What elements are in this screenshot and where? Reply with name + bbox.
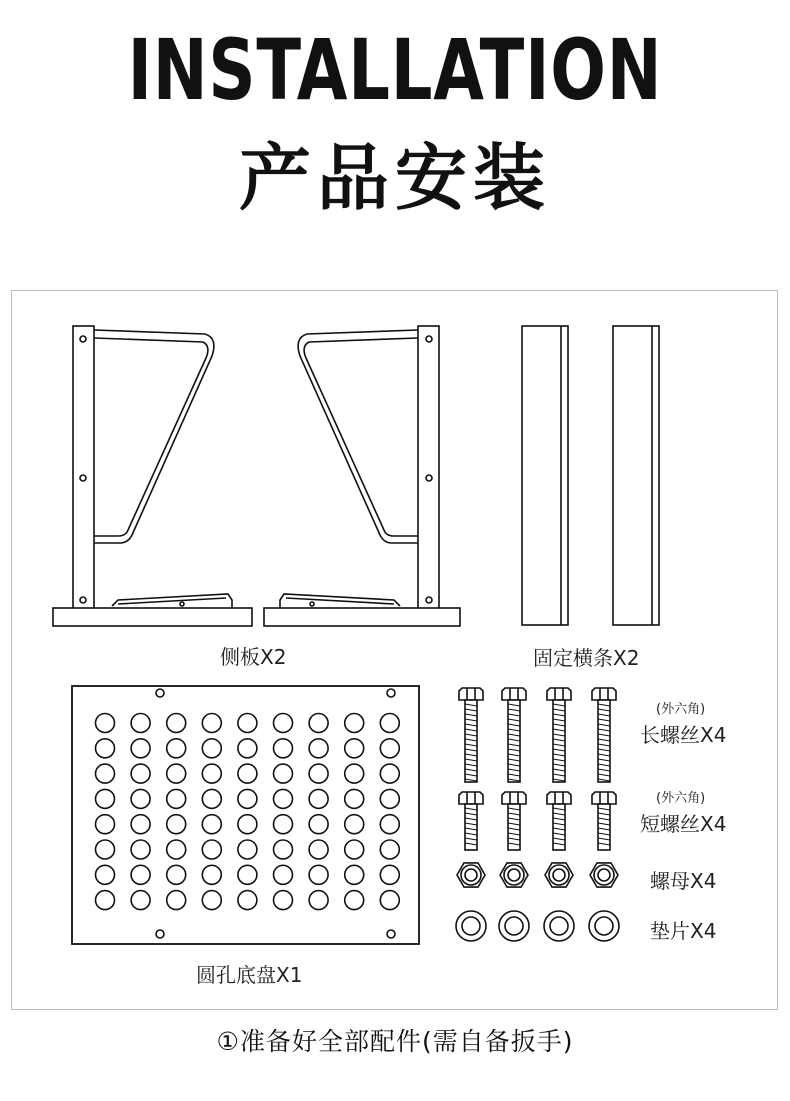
side-panel-label: 侧板X2 (220, 645, 287, 669)
washers-drawing (456, 911, 619, 941)
side-panel-right-drawing (264, 326, 460, 626)
title-english: INSTALLATION (127, 21, 663, 119)
long-screw-label: 长螺丝X4 (640, 723, 727, 747)
washer-label: 垫片X4 (650, 919, 717, 943)
side-panel-left-drawing (53, 326, 252, 626)
short-screw-label: 短螺丝X4 (640, 812, 727, 836)
title-chinese: 产品安装 (238, 136, 551, 220)
base-plate-label: 圆孔底盘X1 (196, 963, 303, 987)
long-screws-drawing (459, 688, 616, 782)
crossbar-drawing (522, 326, 659, 625)
nut-label: 螺母X4 (650, 869, 717, 893)
instruction-text: ①准备好全部配件(需自备扳手) (216, 1027, 574, 1056)
base-plate-drawing (72, 686, 419, 944)
short-screws-drawing (459, 792, 616, 850)
nuts-drawing (457, 863, 618, 887)
crossbar-label: 固定横条X2 (533, 646, 640, 670)
short-screw-note: (外六角) (656, 791, 706, 806)
long-screw-note: (外六角) (656, 702, 706, 717)
